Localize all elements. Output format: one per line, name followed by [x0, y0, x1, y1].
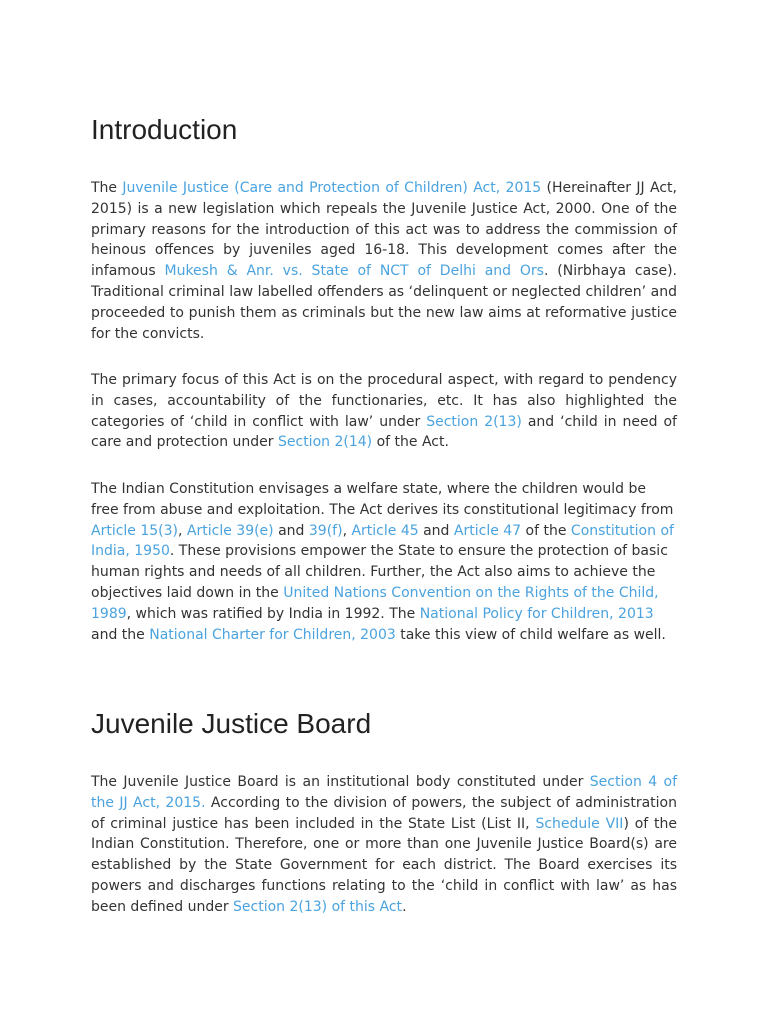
text-span: ,	[178, 522, 187, 539]
link-article-47[interactable]: Article 47	[453, 522, 522, 539]
text-span: (Hereinafter JJ Act, 2015) is a new legislation which repeals the Juvenile Justice Act, 2000. One of the primary reasons for the introduction of this act was to address the commission of heinous offences by juveniles aged 16-18. This development comes after the infamous	[91, 180, 677, 280]
text-span: of the	[521, 522, 571, 539]
paragraph-intro-3	[91, 479, 677, 645]
text-span: take this view of child welfare as well.	[395, 626, 666, 643]
text-span: and ‘child in need of care and protection under	[91, 413, 677, 451]
text-span: of the Act.	[372, 434, 449, 451]
text-span: The	[91, 180, 123, 196]
text-span: , which was ratified by India in 1992. The	[126, 605, 420, 622]
text-span: According to the division of powers, the subject of administration of criminal justice has been included in the State List (List II,	[91, 794, 677, 832]
text-span: and the	[91, 626, 150, 643]
text-span: . These provisions empower the State to ensure the protection of basic human rights and needs of all children. Further, the Act also aims to achieve the objectives laid down in the	[91, 543, 668, 601]
text-span: ) of the Indian Constitution. Therefore, one or more than one Juvenile Justice Board(s) are established by the State Government for each district. The Board exercises its powers and discharges functions relating to the ‘child in conflict with law’ as has been defined under	[91, 815, 677, 915]
text-span: and	[418, 522, 454, 539]
link-national-charter-2003[interactable]: National Charter for Children, 2003	[149, 626, 396, 643]
link-constitution-of-india[interactable]: Constitution of India, 1950	[91, 522, 674, 560]
link-section-2-14[interactable]: Section 2(14)	[278, 434, 373, 451]
link-article-45[interactable]: Article 45	[351, 522, 419, 539]
text-span: ,	[342, 522, 352, 539]
paragraph-board-1	[91, 772, 677, 918]
text-span: The Juvenile Justice Board is an institutional body constituted under	[91, 774, 590, 790]
heading-introduction: Introduction	[91, 114, 238, 145]
link-article-15-3[interactable]: Article 15(3)	[91, 522, 179, 539]
link-national-policy-2013[interactable]: National Policy for Children, 2013	[419, 605, 654, 622]
text-span: .	[402, 898, 407, 915]
text-span: The primary focus of this Act is on the procedural aspect, with regard to pendency in cases, accountability of the functionaries, etc. It has also highlighted the categories of ‘child in conflict with law’ under	[91, 372, 677, 430]
paragraph-intro-1	[91, 178, 677, 344]
link-jj-act-2015[interactable]: Juvenile Justice (Care and Protection of Children) Act, 2015	[122, 180, 542, 196]
heading-juvenile-justice-board: Juvenile Justice Board	[91, 708, 372, 739]
text-span: . (Nirbhaya case). Traditional criminal law labelled offenders as ‘delinquent or neglected children’ and proceeded to punish them as criminals but the new law aims at reformative justice for the convicts.	[91, 263, 677, 342]
link-section-2-13-act[interactable]: Section 2(13) of this Act	[233, 898, 403, 915]
link-uncrc-1989[interactable]: United Nations Convention on the Rights of the Child, 1989	[91, 584, 659, 622]
link-mukesh-case[interactable]: Mukesh & Anr. vs. State of NCT of Delhi and Ors	[164, 263, 544, 280]
link-section-4-jj-act[interactable]: Section 4 of the JJ Act, 2015.	[91, 774, 678, 811]
link-section-2-13[interactable]: Section 2(13)	[426, 413, 522, 430]
link-article-39-e[interactable]: Article 39(e)	[186, 522, 274, 539]
link-schedule-vii[interactable]: Schedule VII	[535, 815, 624, 832]
text-span: and	[273, 522, 309, 539]
link-39-f[interactable]: 39(f)	[308, 522, 343, 539]
text-span: The Indian Constitution envisages a welfare state, where the children would be free from abuse and exploitation. The Act derives its constitutional legitimacy from	[91, 481, 674, 518]
paragraph-intro-2	[91, 370, 677, 453]
